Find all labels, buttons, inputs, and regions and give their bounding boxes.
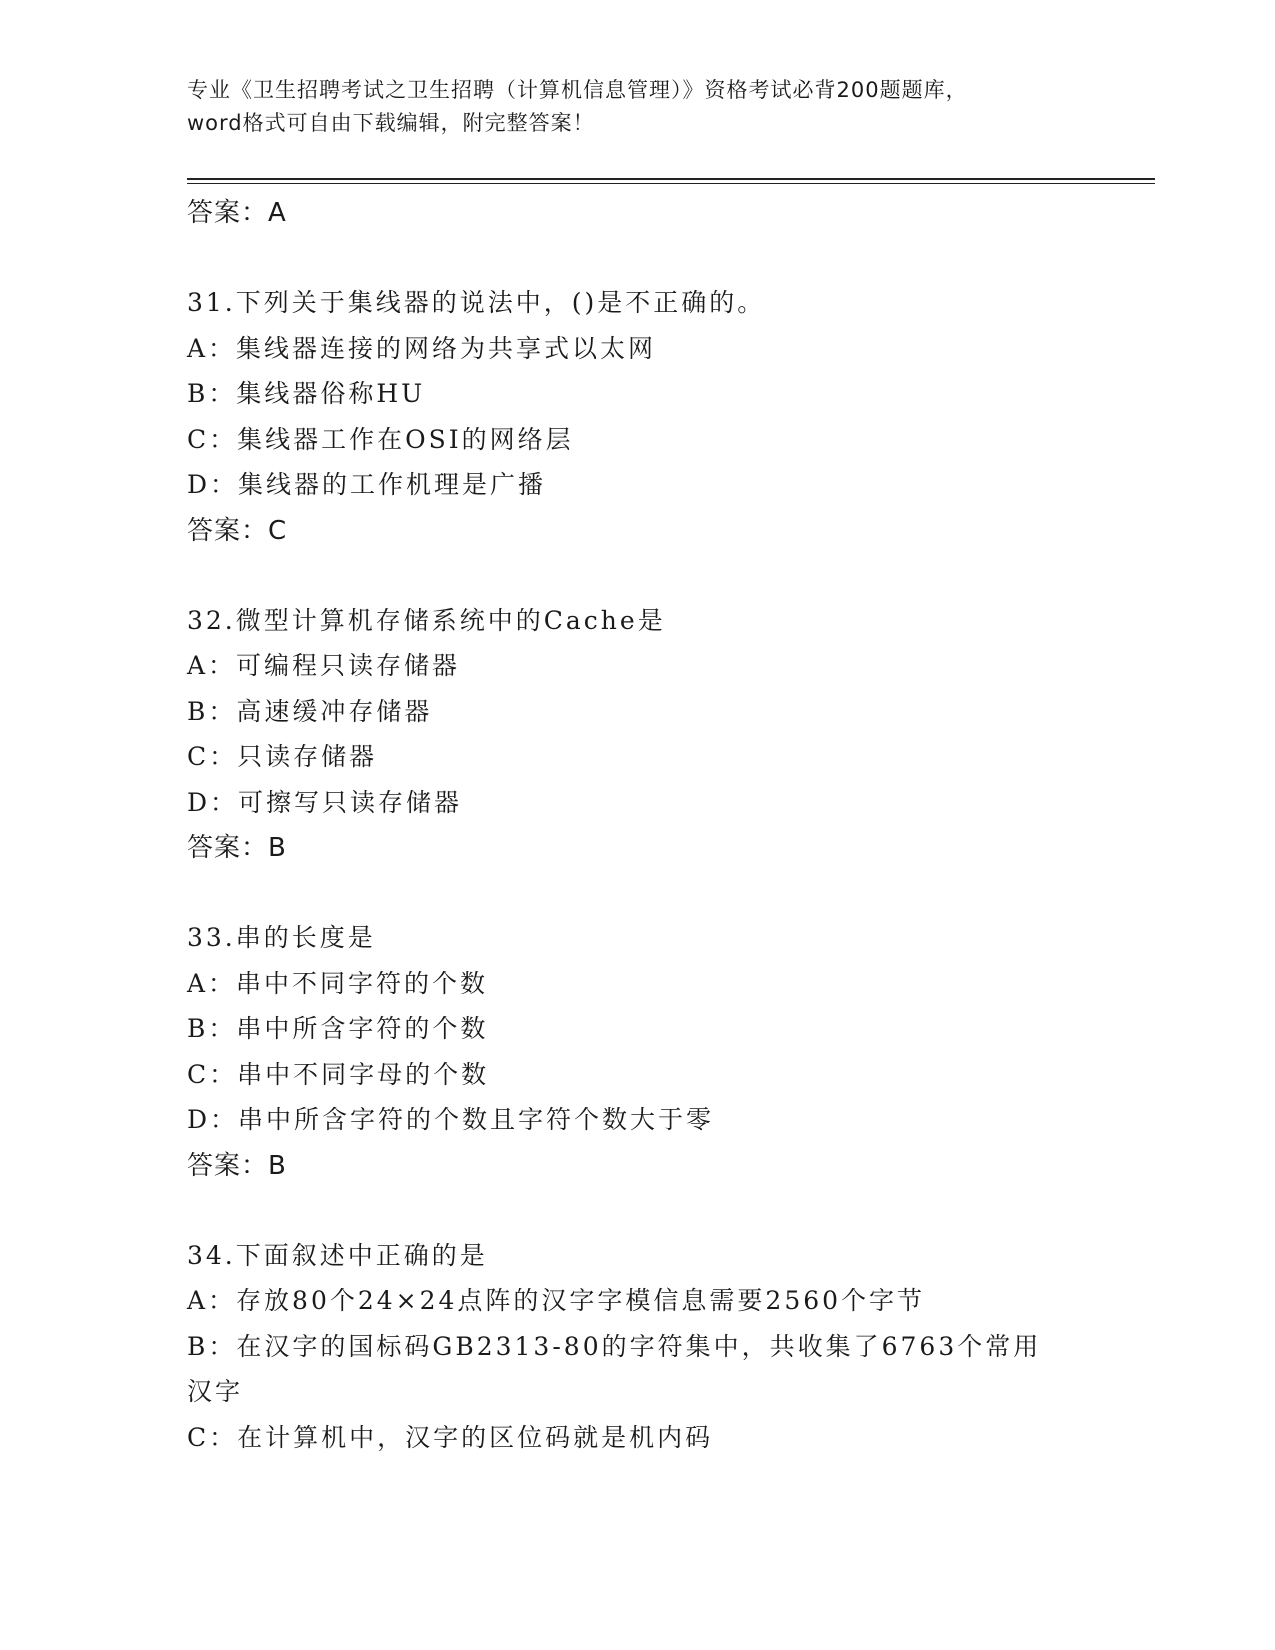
question-answer: 答案：B — [187, 1150, 287, 1181]
option-d: D：可擦写只读存储器 — [187, 787, 463, 817]
option-b: B：集线器俗称HU — [187, 379, 426, 408]
option-d: D：串中所含字符的个数且字符个数大于零 — [187, 1105, 715, 1134]
spacer — [187, 871, 1087, 915]
spacer — [187, 1189, 1087, 1233]
spacer — [187, 554, 1087, 598]
option-b: B：高速缓冲存储器 — [187, 696, 433, 726]
header-line-1: 专业《卫生招聘考试之卫生招聘（计算机信息管理）》资格考试必背200题题库， — [187, 78, 968, 102]
option-a: A：集线器连接的网络为共享式以太网 — [187, 333, 657, 363]
question-block — [187, 915, 1087, 1189]
option-a: A：可编程只读存储器 — [187, 651, 461, 680]
question-stem: 31.下列关于集线器的说法中，()是不正确的。 — [187, 288, 766, 317]
header-rule-thin — [187, 183, 1155, 184]
question-stem: 34.下面叙述中正确的是 — [187, 1240, 488, 1270]
question-answer: 答案：C — [187, 515, 288, 546]
previous-answer: 答案：A — [187, 198, 287, 228]
question-answer: 答案：B — [187, 833, 287, 863]
option-c: C：集线器工作在OSI的网络层 — [187, 424, 574, 454]
option-c: C：在计算机中，汉字的区位码就是机内码 — [187, 1422, 714, 1452]
question-stem: 33.串的长度是 — [187, 923, 376, 952]
question-stem: 32.微型计算机存储系统中的Cache是 — [187, 605, 666, 635]
option-b: B：串中所含字符的个数 — [187, 1014, 489, 1043]
question-list — [187, 190, 1087, 1460]
option-b: B：在汉字的国标码GB2313-80的字符集中，共收集了6763个常用汉字 — [187, 1331, 1042, 1406]
option-d: D：集线器的工作机理是广播 — [187, 470, 547, 499]
question-block — [187, 598, 1087, 872]
spacer — [187, 236, 1087, 280]
option-a: A：串中不同字符的个数 — [187, 968, 489, 998]
header-rule-thick — [187, 178, 1155, 180]
question-block — [187, 280, 1087, 554]
option-a: A：存放80个24×24点阵的汉字字模信息需要2560个字节 — [187, 1286, 926, 1315]
document-header — [187, 74, 1087, 140]
header-line-2: word格式可自由下载编辑，附完整答案！ — [187, 111, 595, 135]
option-c: C：串中不同字母的个数 — [187, 1059, 490, 1089]
option-c: C：只读存储器 — [187, 742, 378, 771]
question-block — [187, 1233, 1087, 1461]
